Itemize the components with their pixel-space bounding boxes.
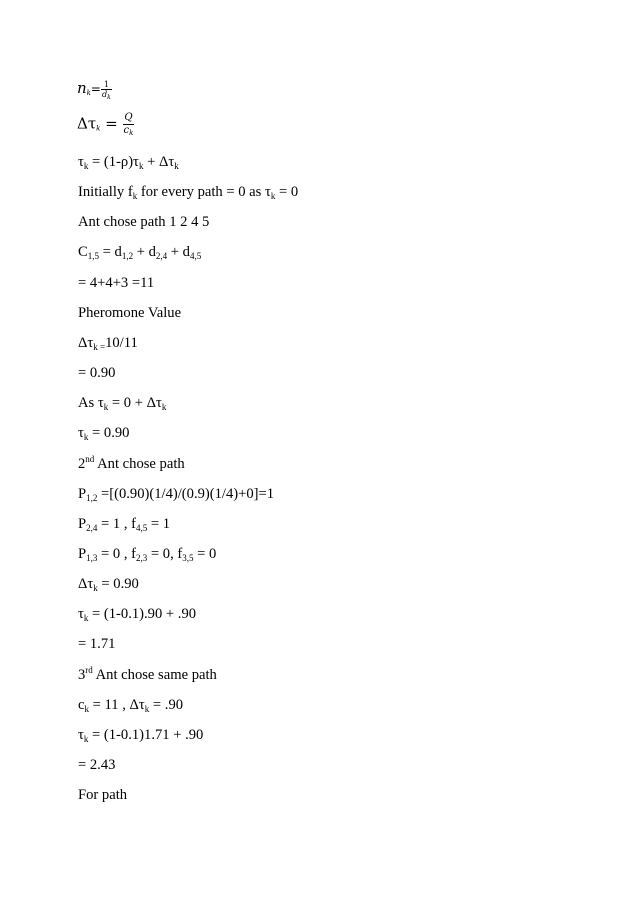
- text-run: τ: [78, 606, 84, 623]
- text-run: C: [78, 244, 88, 261]
- eq1-lhs-sub: k: [86, 89, 91, 97]
- subscript: 4,5: [189, 251, 202, 262]
- subscript: k =: [93, 341, 106, 352]
- subscript: 1,3: [86, 552, 98, 563]
- subscript: k: [174, 161, 179, 171]
- text-line: [78, 304, 181, 322]
- text-run: = 0.90: [97, 576, 139, 593]
- subscript: 4,5: [136, 522, 148, 533]
- text-run: = 1.71: [78, 636, 116, 653]
- text-run: + Δτ: [143, 154, 175, 170]
- text-run: = (1-0.1).90 + .90: [88, 606, 197, 623]
- eq1-op: =: [90, 82, 101, 96]
- text-line: [78, 635, 115, 653]
- subscript: k: [93, 583, 98, 594]
- subscript: k: [84, 703, 89, 714]
- eq2-op: =: [105, 114, 118, 133]
- subscript: k: [83, 733, 89, 744]
- subscript: k: [144, 703, 150, 714]
- text-line: [78, 515, 170, 533]
- text-run: For path: [78, 787, 128, 804]
- text-run: = 0.90: [88, 425, 130, 442]
- subscript: k: [83, 432, 89, 443]
- eq1-den-text: d: [101, 89, 108, 99]
- text-run: Ant chose path 1 2 4 5: [78, 214, 210, 231]
- text-run: = 11 , Δτ: [88, 696, 145, 713]
- equation-n-k: [77, 79, 112, 99]
- text-run: = 2.43: [78, 757, 116, 773]
- text-line: [78, 243, 201, 261]
- eq1-numerator: 1: [101, 80, 112, 90]
- text-run: c: [78, 696, 85, 713]
- eq1-denominator: [101, 90, 112, 99]
- text-run: = 0 + Δτ: [108, 395, 162, 412]
- subscript: k: [83, 161, 89, 171]
- text-line: [78, 424, 129, 442]
- text-run: Pheromone Value: [78, 304, 182, 321]
- text-run: τ: [78, 726, 84, 743]
- text-run: for every path = 0 as τ: [137, 184, 271, 201]
- eq2-denominator: [123, 125, 135, 137]
- text-run: 3: [78, 666, 86, 683]
- superscript: nd: [85, 453, 95, 464]
- text-run: 2: [78, 455, 86, 472]
- eq1-den-sub: k: [107, 93, 111, 101]
- text-line: [78, 364, 115, 382]
- text-run: Ant chose path: [94, 455, 185, 472]
- text-run: = 0.90: [78, 365, 116, 382]
- subscript: 3,5: [182, 552, 194, 563]
- subscript: k: [132, 191, 138, 202]
- text-line: [78, 545, 216, 563]
- text-run: = 1: [147, 515, 171, 532]
- text-run: + d: [167, 244, 190, 261]
- text-line: [78, 213, 209, 231]
- text-run: Δτ: [78, 576, 94, 593]
- text-line: [78, 153, 179, 171]
- eq2-lhs: Δτ: [77, 114, 97, 133]
- subscript: 1,5: [87, 251, 99, 262]
- subscript: 2,4: [86, 522, 98, 533]
- subscript: 1,2: [121, 251, 134, 262]
- subscript: k: [103, 402, 109, 413]
- text-run: τ: [78, 425, 84, 442]
- text-line: [78, 274, 154, 292]
- text-run: Ant chose same path: [92, 666, 217, 683]
- text-line: [78, 334, 138, 352]
- eq2-den-sub: k: [129, 129, 134, 137]
- text-run: = 4+4+3 =11: [78, 274, 155, 291]
- eq2-den-text: c: [123, 125, 130, 136]
- text-run: As τ: [78, 395, 104, 412]
- subscript: k: [161, 402, 167, 413]
- text-run: = 1 , f: [97, 515, 137, 532]
- eq2-numerator: Q: [124, 112, 133, 123]
- text-run: P: [78, 485, 87, 502]
- text-line: [78, 726, 203, 744]
- text-run: = 0, f: [147, 545, 183, 562]
- text-run: = .90: [149, 696, 184, 713]
- text-line: [78, 605, 196, 623]
- text-run: 10/11: [105, 334, 138, 351]
- text-run: P: [78, 545, 87, 562]
- text-run: = d: [98, 244, 122, 261]
- text-run: = (1-ρ)τ: [88, 154, 139, 170]
- text-line: [78, 786, 127, 804]
- text-run: Δτ: [78, 334, 94, 351]
- subscript: 2,4: [155, 251, 168, 262]
- equation-delta-tau: [77, 112, 134, 137]
- text-run: = 0: [193, 545, 217, 562]
- subscript: k: [138, 161, 144, 171]
- subscript: k: [83, 613, 89, 624]
- text-line: [78, 666, 217, 684]
- text-run: = (1-0.1)1.71 + .90: [88, 726, 204, 743]
- text-run: τ: [78, 154, 84, 170]
- text-run: + d: [133, 244, 156, 261]
- text-line: [78, 455, 185, 473]
- text-line: [78, 183, 298, 201]
- text-line: [78, 756, 115, 774]
- eq2-lhs-sub: k: [96, 124, 101, 133]
- text-run: Initially f: [78, 184, 133, 201]
- subscript: k: [270, 191, 276, 202]
- text-run: P: [78, 515, 87, 532]
- text-line: [78, 575, 139, 593]
- text-run: = 0 , f: [97, 545, 137, 562]
- superscript: rd: [85, 664, 93, 675]
- eq2-fraction: [123, 112, 135, 137]
- eq1-lhs: n: [77, 79, 87, 97]
- eq1-fraction: [101, 80, 112, 99]
- text-line: [78, 696, 183, 714]
- subscript: 1,2: [86, 492, 98, 503]
- text-line: [78, 394, 166, 412]
- text-run: = 0: [275, 184, 299, 201]
- text-line: [78, 485, 274, 503]
- subscript: 2,3: [136, 552, 148, 563]
- text-run: =[(0.90)(1/4)/(0.9)(1/4)+0]=1: [97, 485, 275, 502]
